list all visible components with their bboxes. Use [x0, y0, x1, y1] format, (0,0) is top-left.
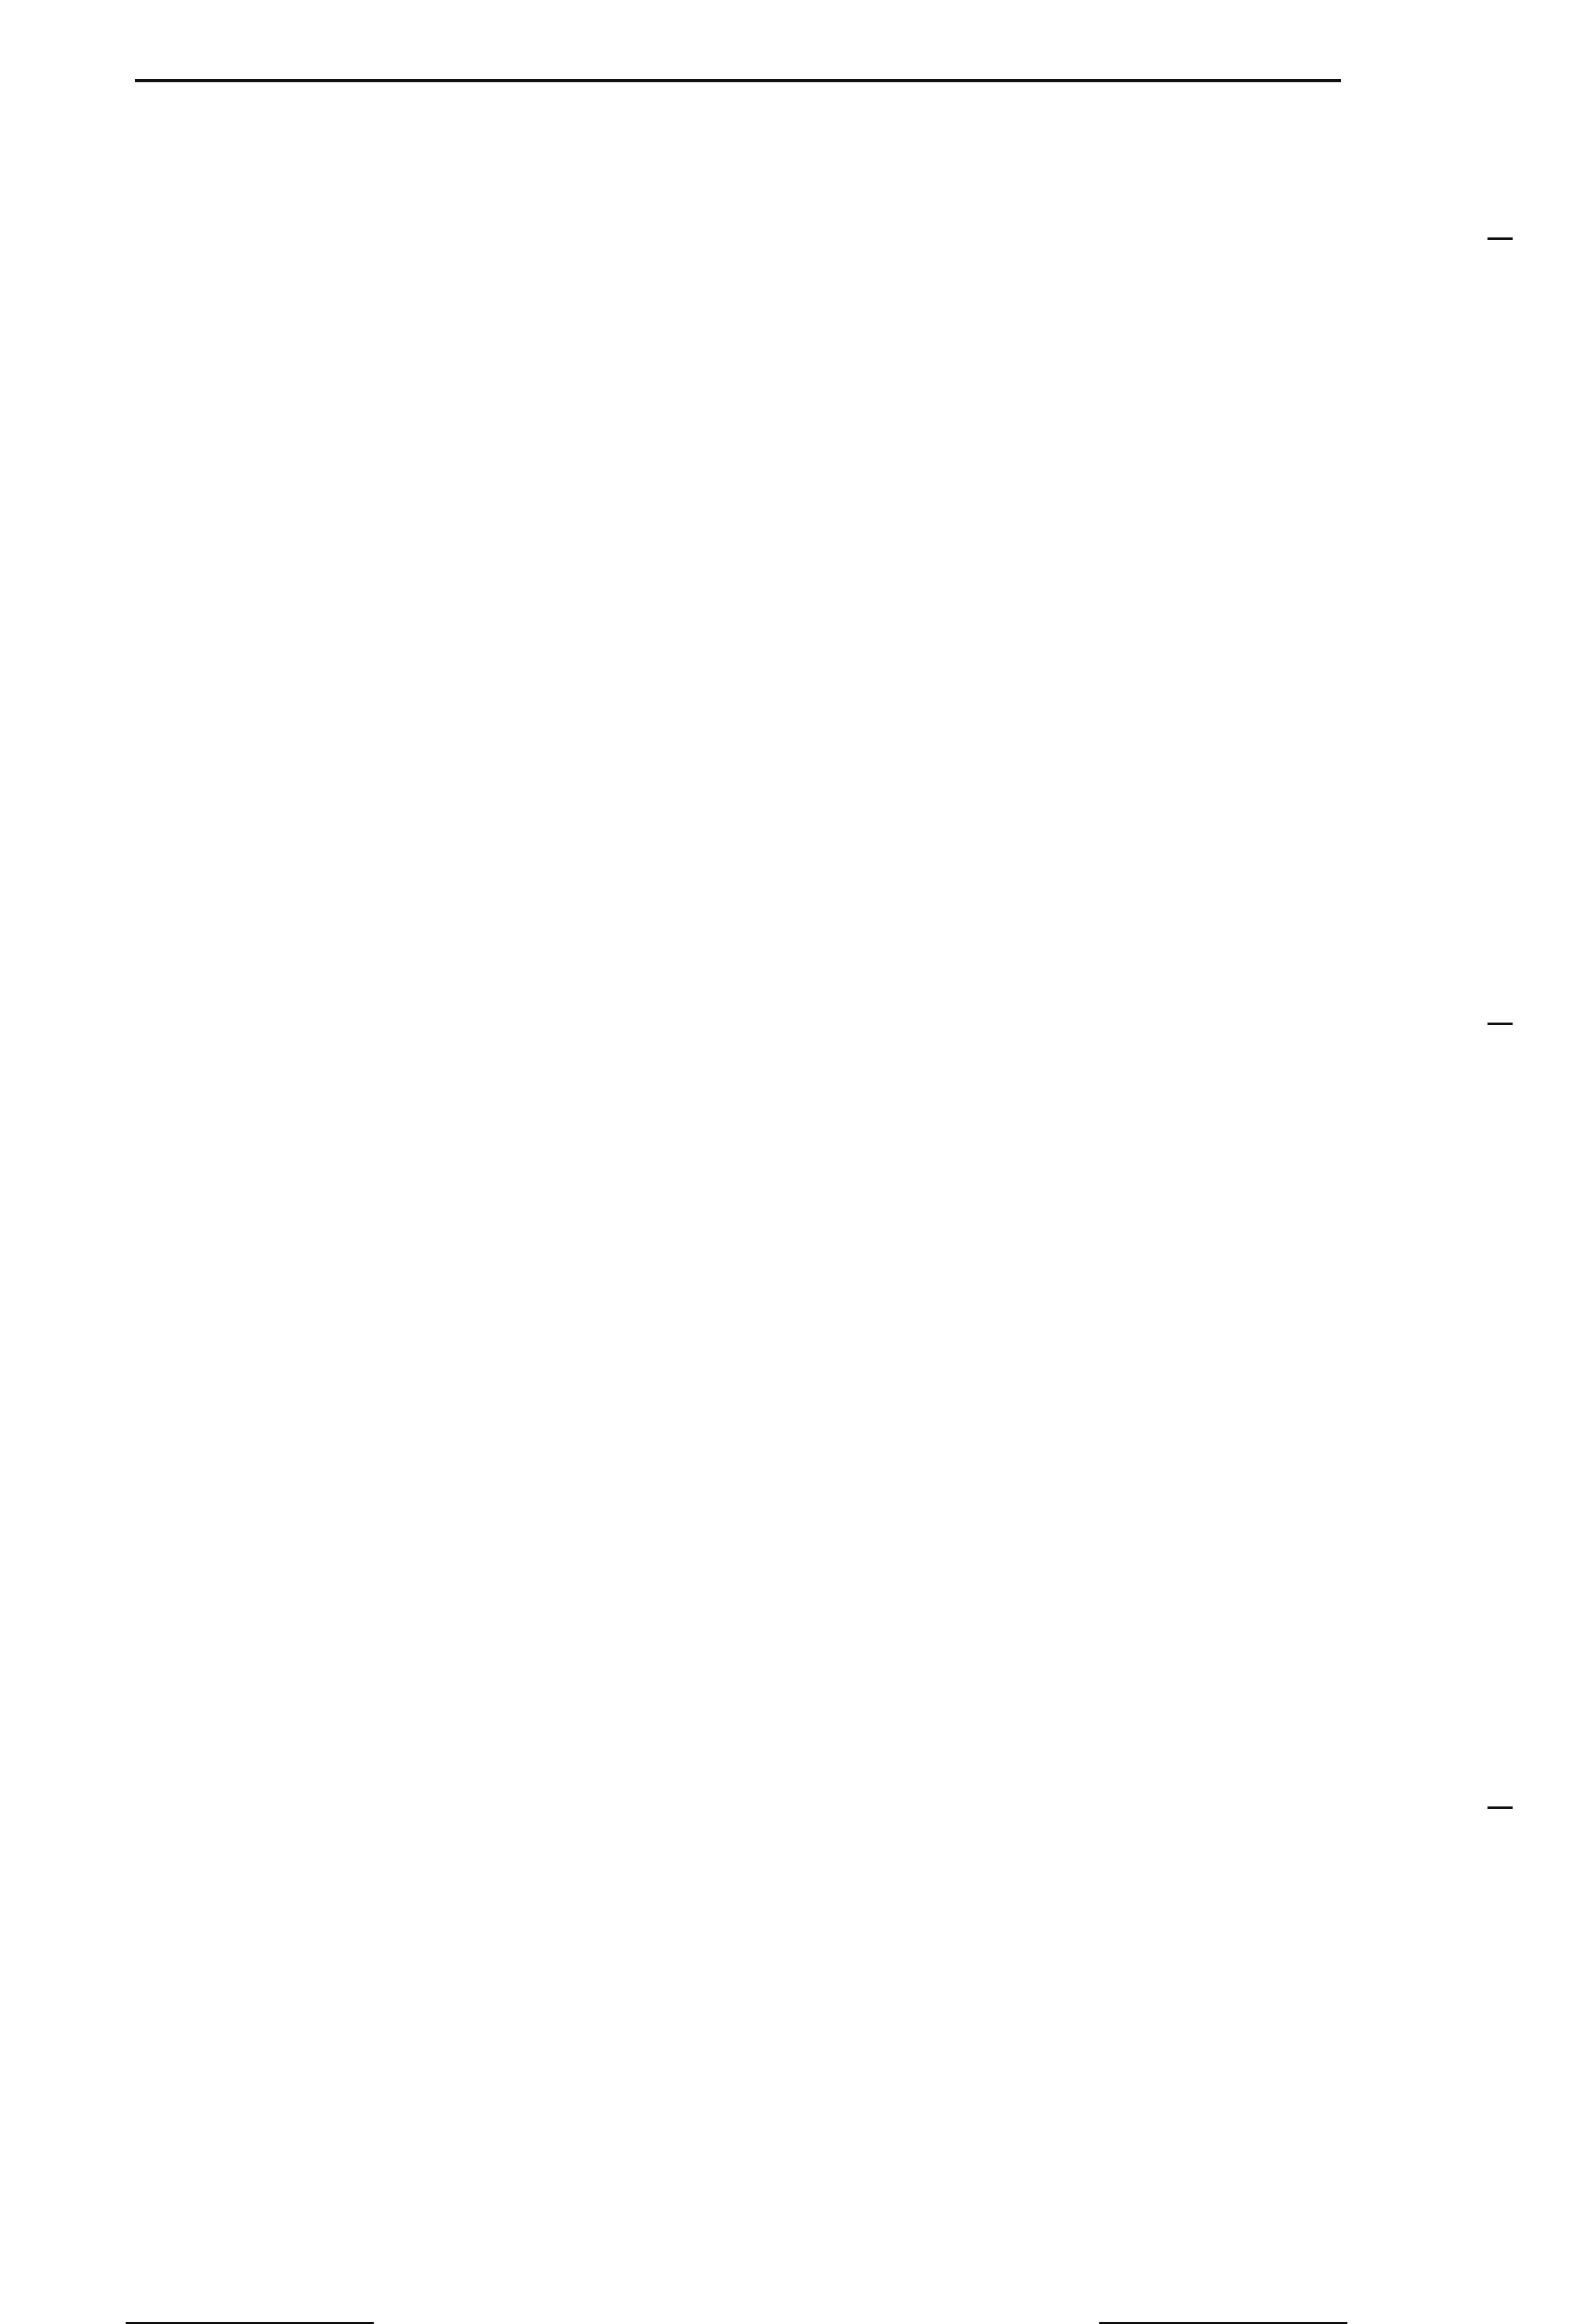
section-heading-carpet	[214, 793, 367, 823]
margin-tick	[1487, 237, 1513, 240]
margin-tick	[1487, 1023, 1513, 1025]
section-heading-coated-fabric	[214, 99, 405, 130]
margin-tick	[1487, 1806, 1513, 1809]
header-rule	[135, 79, 1341, 82]
